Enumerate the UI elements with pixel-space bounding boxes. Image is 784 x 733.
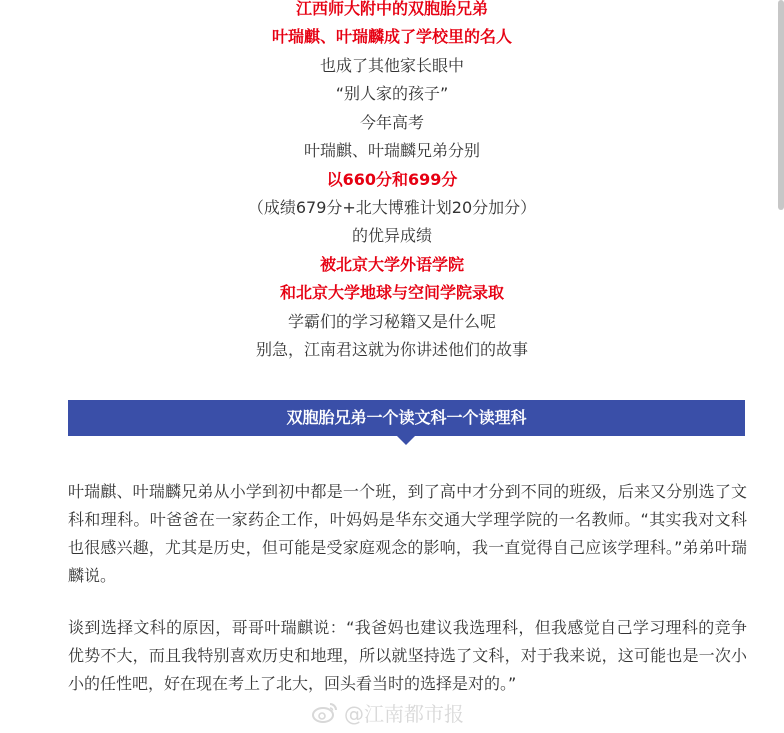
intro-line: 学霸们的学习秘籍又是什么呢 bbox=[287, 312, 496, 331]
article-paragraph: 谈到选择文科的原因，哥哥叶瑞麒说：“我爸妈也建议我选理科，但我感觉自己学习理科的竞争优势不大，而且我特别喜欢历史和地理，所以就坚持选了文科，对于我来说，这可能也是一次小小的任性吧，好在现在考上了北大，回头看当时的选择是对的。” bbox=[68, 618, 747, 693]
intro-line: 的优异成绩 bbox=[351, 226, 432, 245]
scrollbar-thumb[interactable] bbox=[778, 0, 784, 210]
intro-line: 和北京大学地球与空间学院录取 bbox=[279, 283, 504, 302]
section-title-banner: 双胞胎兄弟一个读文科一个读理科 bbox=[68, 400, 745, 436]
intro-line: 叶瑞麒、叶瑞麟成了学校里的名人 bbox=[271, 27, 512, 46]
intro-line: 叶瑞麒、叶瑞麟兄弟分别 bbox=[303, 141, 480, 160]
intro-line: 以660分和699分 bbox=[326, 170, 458, 189]
intro-line: “别人家的孩子” bbox=[335, 84, 449, 103]
intro-line: 被北京大学外语学院 bbox=[319, 255, 464, 274]
article-paragraph: 叶瑞麒、叶瑞麟兄弟从小学到初中都是一个班，到了高中才分到不同的班级，后来又分别选了文科和理科。叶爸爸在一家药企工作，叶妈妈是华东交通大学理学院的一名教师。“其实我对文科也很感兴趣，尤其是历史，但可能是受家庭观念的影响，我一直觉得自己应该学理科。”弟弟叶瑞麟说。 bbox=[68, 482, 747, 585]
banner-pointer bbox=[397, 436, 415, 445]
watermark bbox=[312, 700, 464, 724]
watermark-text: @江南都市报 bbox=[344, 701, 464, 726]
weibo-icon bbox=[312, 701, 338, 723]
intro-line: 江西师大附中的双胞胎兄弟 bbox=[295, 0, 488, 18]
intro-line: 别急，江南君这就为你讲述他们的故事 bbox=[255, 340, 528, 359]
intro-line: （成绩679分+北大博雅计划20分加分） bbox=[247, 198, 537, 217]
intro-line: 今年高考 bbox=[359, 113, 424, 132]
intro-line: 也成了其他家长眼中 bbox=[319, 56, 464, 75]
